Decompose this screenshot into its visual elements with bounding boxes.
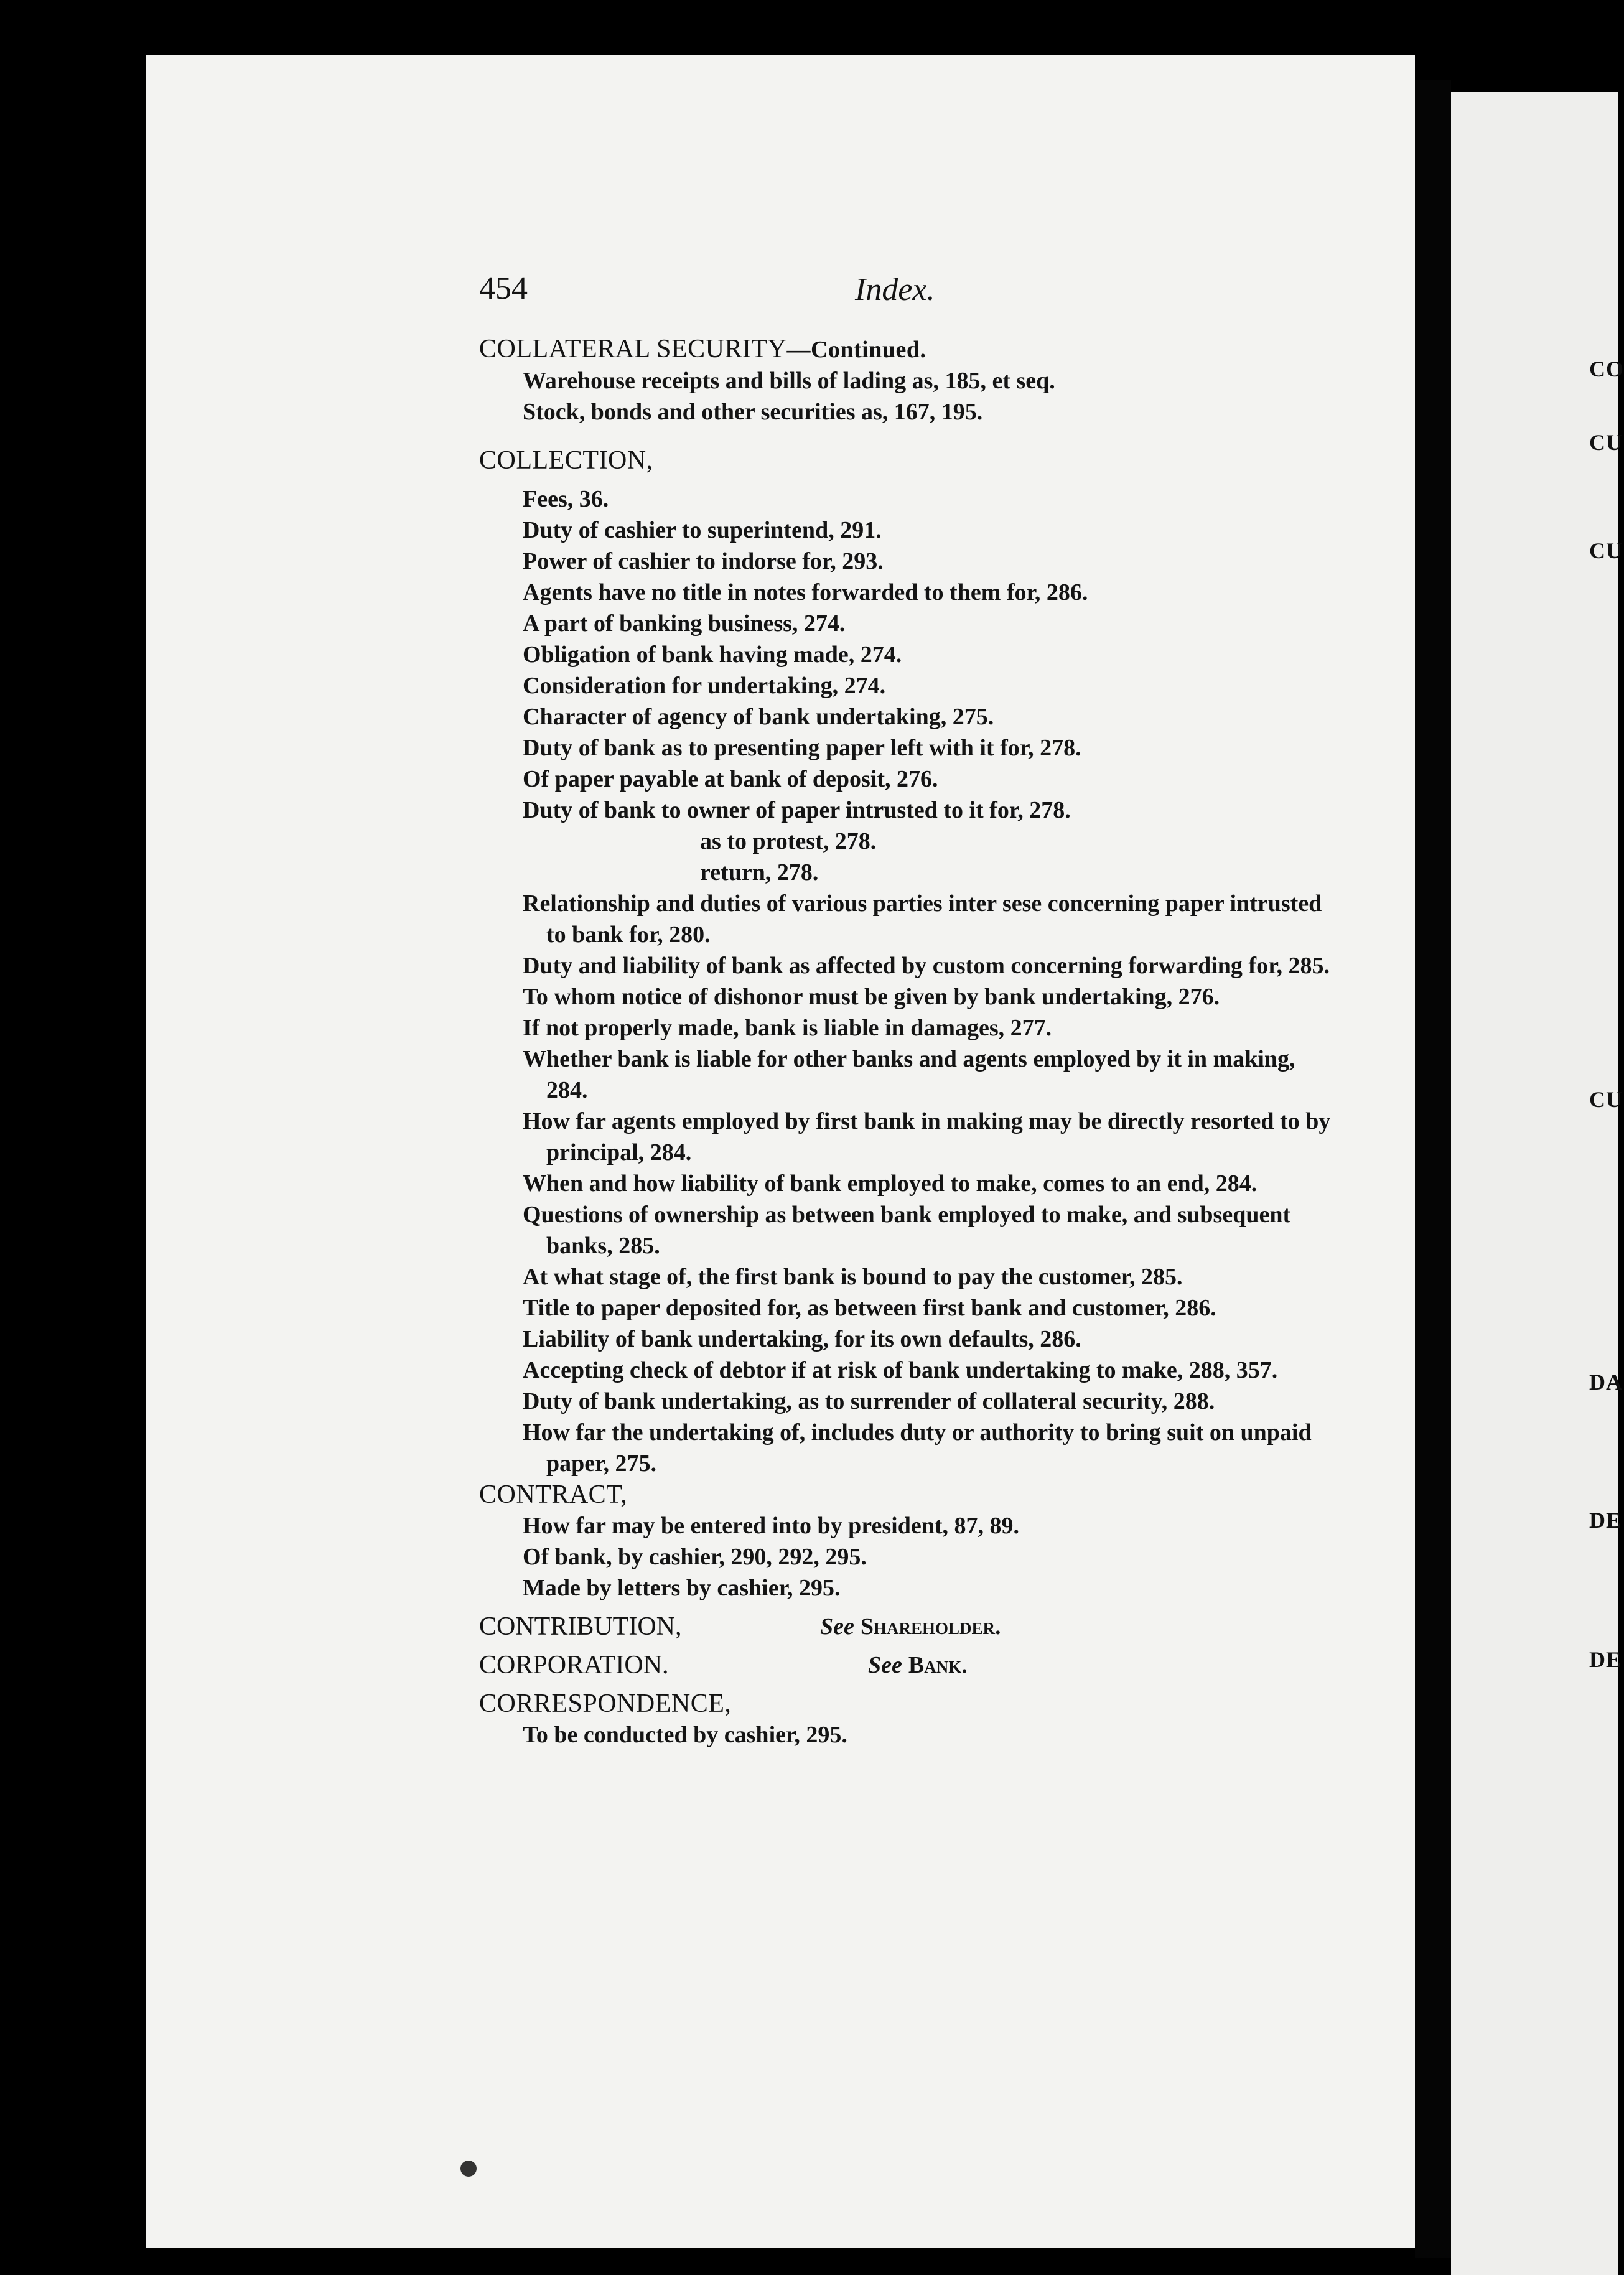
index-entry: Relationship and duties of various parties inter sese concerning paper intrusted to bank for, 280. — [523, 890, 1322, 948]
facing-page-edge — [1451, 92, 1618, 2275]
see-reference — [479, 1650, 1338, 1681]
index-entry: How far agents employed by first bank in making may be directly resorted to by principal, 284. — [523, 1108, 1331, 1166]
heading-text: COLLATERAL SECURITY — [479, 335, 787, 363]
entry-list — [523, 1719, 1338, 1750]
see-label: See — [820, 1614, 854, 1640]
index-entry: Warehouse receipts and bills of lading as, 185, et seq. — [523, 368, 1055, 394]
see-heading: CORPORATION. — [479, 1651, 669, 1679]
index-entry: Stock, bonds and other securities as, 167, 195. — [523, 399, 983, 425]
see-target: Bank. — [908, 1652, 968, 1678]
index-entry: Duty and liability of bank as affected by custom concerning forwarding for, 285. — [523, 953, 1330, 979]
see-target: Shareholder. — [860, 1614, 1001, 1640]
see-label: See — [868, 1652, 902, 1678]
index-entry: How far the undertaking of, includes duty or authority to bring suit on unpaid paper, 275. — [523, 1419, 1312, 1477]
index-entry: Duty of bank as to presenting paper left with it for, 278. — [523, 735, 1081, 761]
index-entry: How far may be entered into by president, 87, 89. — [523, 1513, 1019, 1539]
index-entry: Whether bank is liable for other banks and agents employed by it in making, 284. — [523, 1046, 1295, 1103]
index-entry: Fees, 36. — [523, 486, 609, 512]
running-title: Index. — [855, 272, 935, 307]
index-heading: CONTRACT, — [479, 1480, 628, 1509]
index-entry: Made by letters by cashier, 295. — [523, 1575, 841, 1601]
index-content — [479, 334, 1338, 1750]
edge-tab-de-1: DE — [1589, 1508, 1622, 1533]
index-entry: To whom notice of dishonor must be given by bank undertaking, 276. — [523, 984, 1220, 1010]
book-spine — [1415, 80, 1451, 2258]
index-heading: COLLECTION, — [479, 446, 653, 475]
entry-list — [523, 483, 1338, 1479]
spacer — [479, 1604, 1338, 1611]
index-entry: Accepting check of debtor if at risk of bank undertaking to make, 288, 357. — [523, 1357, 1278, 1383]
entry-list — [523, 365, 1338, 427]
edge-tab-cu-2: CU — [1589, 538, 1623, 563]
page-number: 454 — [479, 271, 528, 306]
spacer — [479, 1681, 1338, 1688]
edge-tab-cu-3: CU — [1589, 1087, 1623, 1112]
index-heading: CORRESPONDENCE, — [479, 1689, 732, 1718]
entry-list — [523, 1510, 1338, 1604]
index-entry: If not properly made, bank is liable in damages, 277. — [523, 1015, 1052, 1041]
edge-tab-cu-1: CU — [1589, 430, 1623, 455]
index-entry: Duty of cashier to superintend, 291. — [523, 517, 882, 543]
index-entry: At what stage of, the first bank is bound to pay the customer, 285. — [523, 1264, 1183, 1290]
index-entry: Duty of bank to owner of paper intrusted to it for, 278. — [523, 797, 1071, 823]
index-entry: Questions of ownership as between bank employed to make, and subsequent banks, 285. — [523, 1202, 1291, 1259]
index-entry: Character of agency of bank undertaking, 275. — [523, 704, 994, 730]
edge-tab-de-2: DE — [1589, 1647, 1622, 1672]
index-entry: Title to paper deposited for, as between first bank and customer, 286. — [523, 1295, 1216, 1321]
index-heading — [479, 334, 1338, 365]
index-entry: Agents have no title in notes forwarded to them for, 286. — [523, 579, 1088, 605]
page-header — [479, 270, 952, 320]
ink-blot — [460, 2161, 477, 2177]
continued-label: —Continued. — [786, 337, 926, 363]
see-heading: CONTRIBUTION, — [479, 1612, 682, 1641]
index-entry: A part of banking business, 274. — [523, 610, 846, 637]
spacer — [479, 427, 1338, 445]
index-subentry: return, 278. — [700, 859, 819, 885]
spacer — [479, 476, 1338, 483]
edge-tab-da: DA — [1589, 1370, 1623, 1394]
index-entry: Obligation of bank having made, 274. — [523, 642, 902, 668]
index-entry: To be conducted by cashier, 295. — [523, 1722, 847, 1748]
index-subentry: as to protest, 278. — [700, 828, 877, 854]
spacer — [479, 1642, 1338, 1650]
index-entry: Of paper payable at bank of deposit, 276. — [523, 766, 938, 792]
index-entry: Consideration for undertaking, 274. — [523, 673, 886, 699]
index-entry: Power of cashier to indorse for, 293. — [523, 548, 884, 574]
edge-tab-co: CO — [1589, 357, 1624, 381]
index-entry: Liability of bank undertaking, for its own defaults, 286. — [523, 1326, 1081, 1352]
see-reference — [479, 1611, 1338, 1642]
index-entry: When and how liability of bank employed to make, comes to an end, 284. — [523, 1170, 1258, 1197]
index-entry: Duty of bank undertaking, as to surrender of collateral security, 288. — [523, 1388, 1215, 1414]
index-entry: Of bank, by cashier, 290, 292, 295. — [523, 1544, 867, 1570]
